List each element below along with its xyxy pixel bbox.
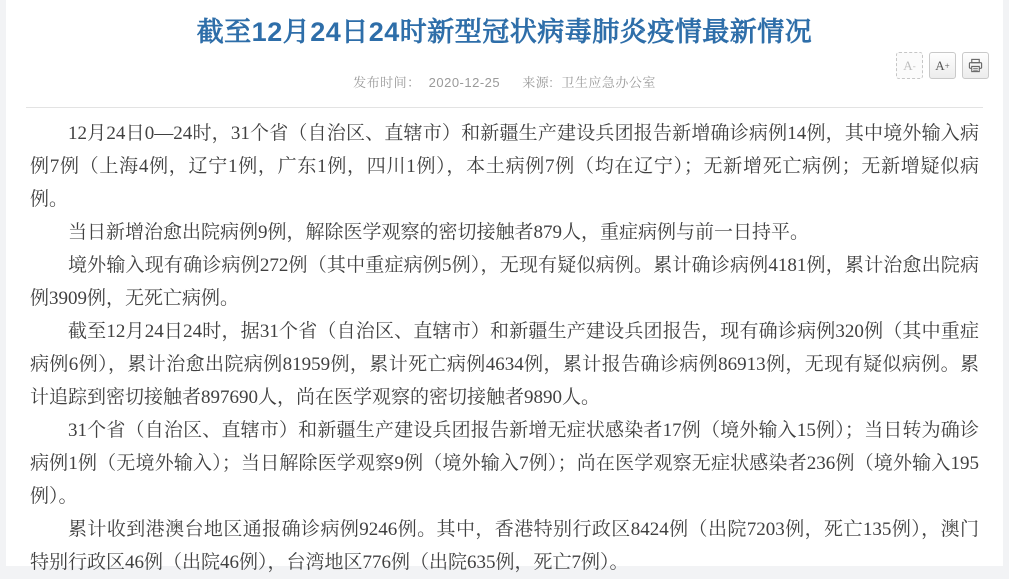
font-decrease-button[interactable]: A - (896, 52, 923, 79)
publish-time-value: 2020-12-25 (428, 75, 501, 90)
article-paragraph: 当日新增治愈出院病例9例，解除医学观察的密切接触者879人，重症病例与前一日持平。 (68, 222, 810, 243)
article-paragraph: 31个省（自治区、直辖市）和新疆生产建设兵团报告新增无症状感染者17例（境外输入15例）；当日转为确诊病例1例（无境外输入）；当日解除医学观察9例（境外输入7例）；尚在医学观察无症状感染者236例（境外输入195例）。 (30, 420, 979, 507)
source-value: 卫生应急办公室 (561, 75, 656, 90)
font-decrease-label: A (903, 58, 913, 73)
article-page (6, 0, 1003, 573)
article-header (6, 0, 1003, 91)
font-increase-button[interactable]: A + (929, 52, 956, 79)
source-label: 来源: (522, 75, 554, 90)
article-body (6, 108, 1003, 579)
article-meta (6, 72, 1003, 91)
font-print-toolbar (896, 52, 989, 79)
article-paragraph: 境外输入现有确诊病例272例（其中重症病例5例），无现有疑似病例。累计确诊病例4181例，累计治愈出院病例3909例，无死亡病例。 (30, 255, 979, 309)
print-button[interactable] (962, 52, 989, 79)
article-paragraph: 12月24日0—24时，31个省（自治区、直辖市）和新疆生产建设兵团报告新增确诊病例14例，其中境外输入病例7例（上海4例，辽宁1例，广东1例，四川1例），本土病例7例（均在辽宁）；无新增死亡病例；无新增疑似病例。 (30, 123, 979, 210)
publish-time-label: 发布时间： (353, 75, 421, 90)
print-icon (968, 58, 983, 73)
article-paragraph: 累计收到港澳台地区通报确诊病例9246例。其中，香港特别行政区8424例（出院7203例，死亡135例），澳门特别行政区46例（出院46例），台湾地区776例（出院635例，死亡7例）。 (30, 519, 979, 573)
font-increase-label: A (935, 58, 945, 73)
page-title: 截至12月24日24时新型冠状病毒肺炎疫情最新情况 (196, 17, 813, 47)
article-paragraph: 截至12月24日24时，据31个省（自治区、直辖市）和新疆生产建设兵团报告，现有确诊病例320例（其中重症病例6例），累计治愈出院病例81959例，累计死亡病例4634例，累计报告确诊病例86913例，无现有疑似病例。累计追踪到密切接触者897690人，尚在医学观察的密切接触者9890人。 (30, 321, 979, 408)
